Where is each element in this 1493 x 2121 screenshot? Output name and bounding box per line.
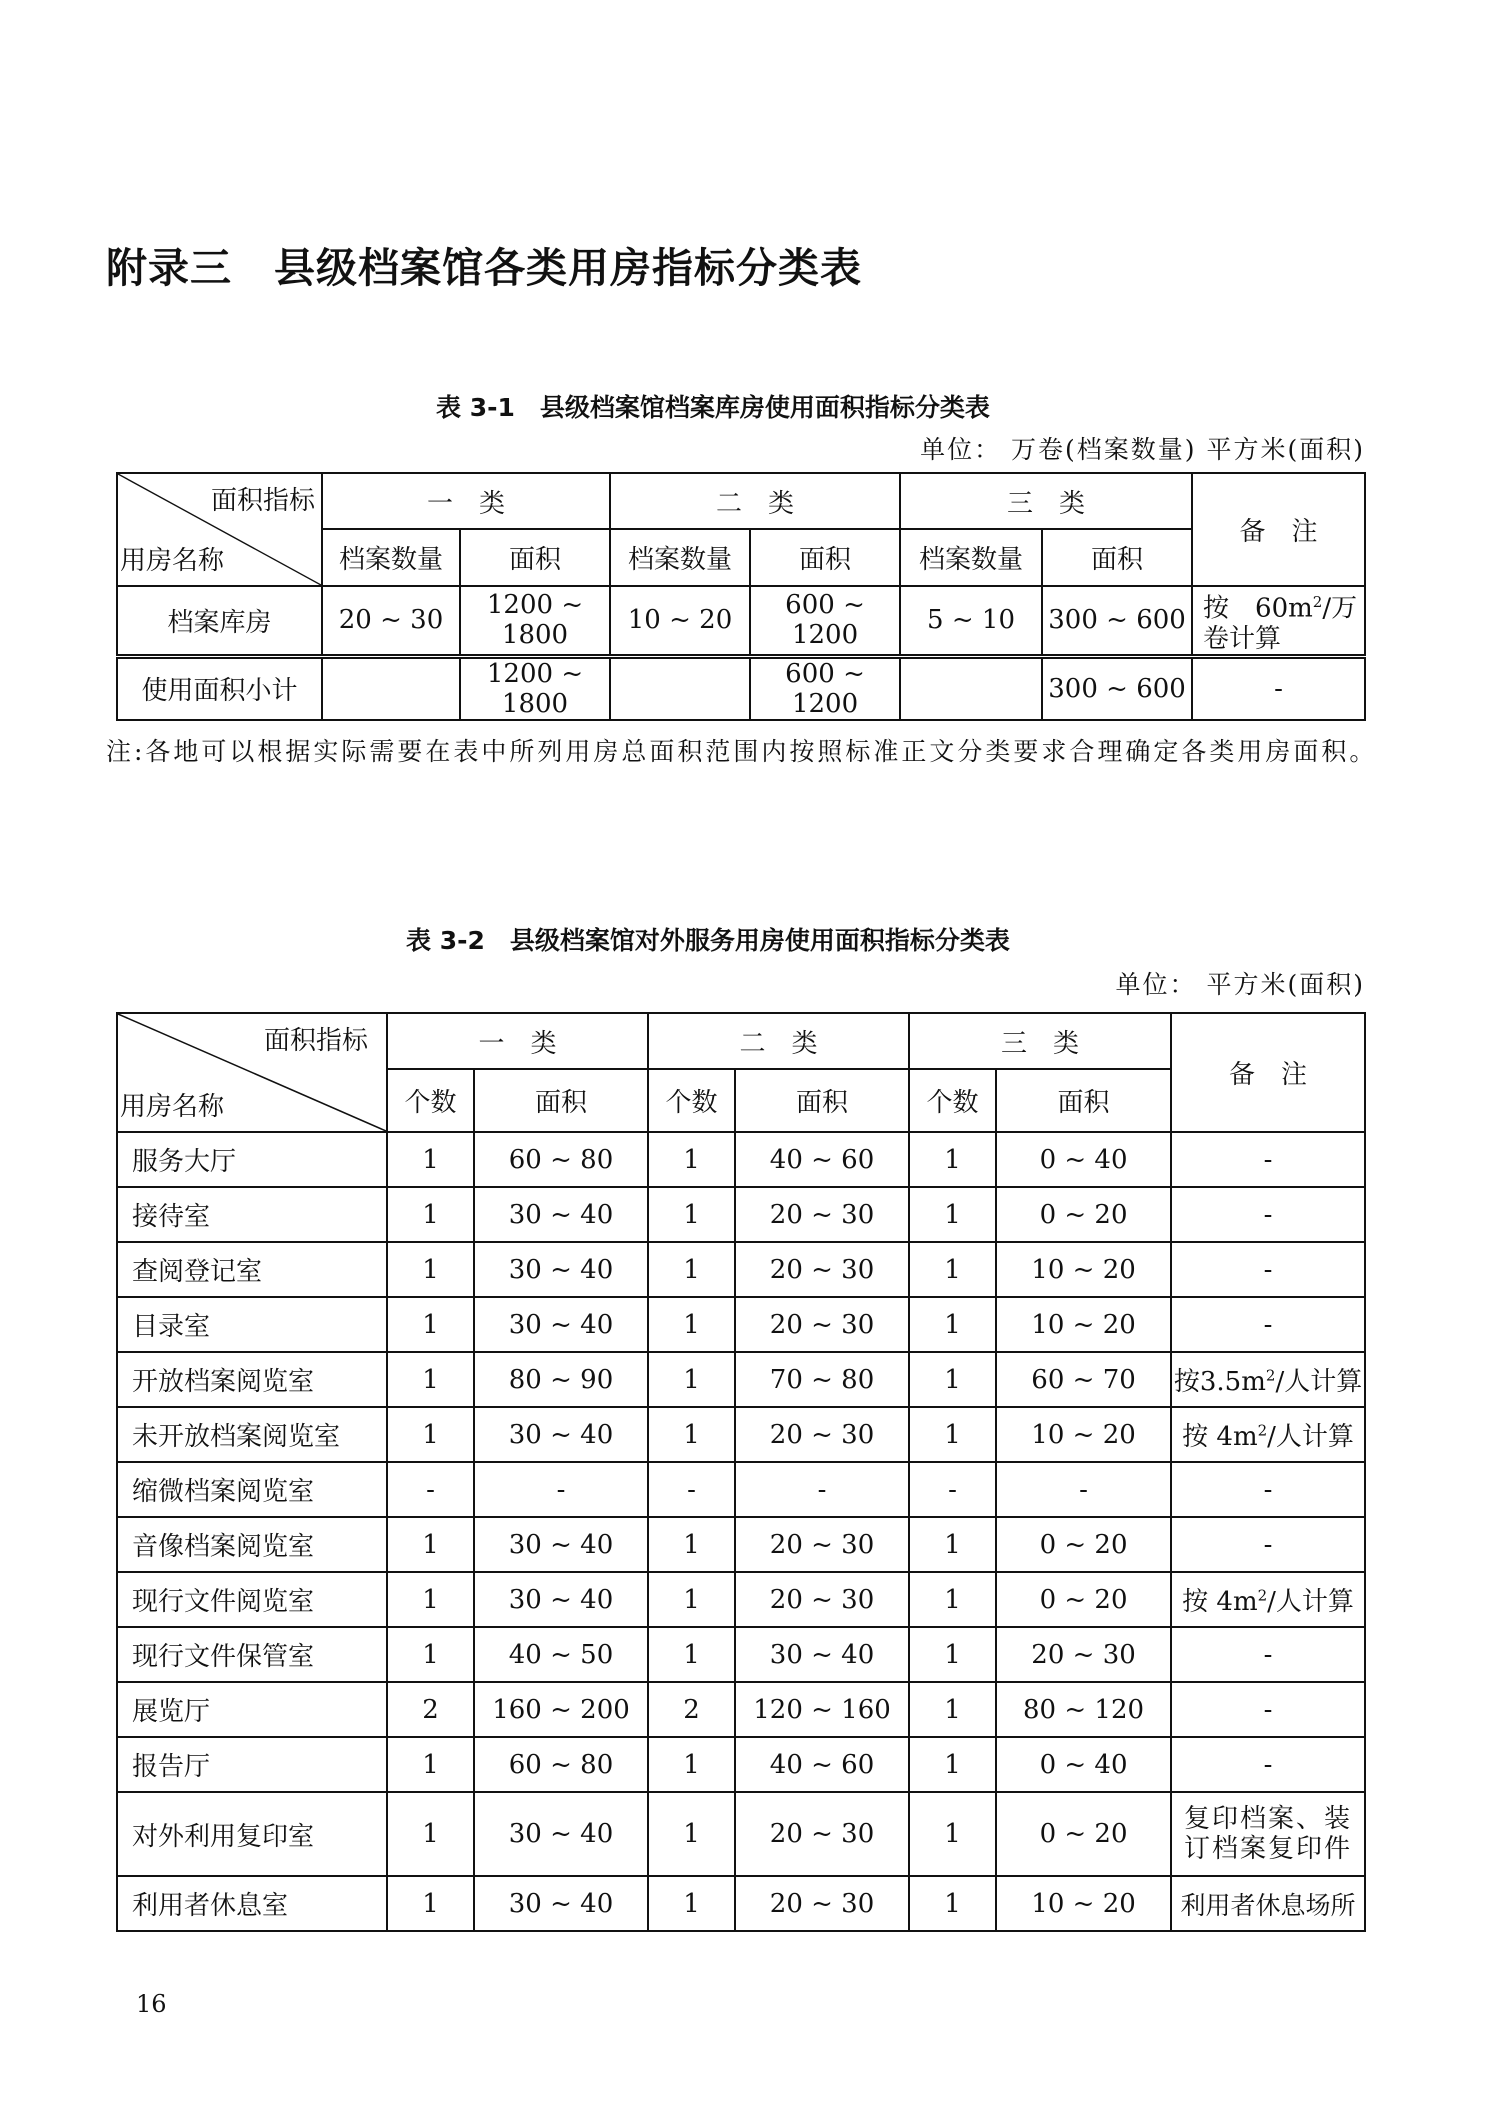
- superscript: 2: [1257, 1586, 1268, 1605]
- cell: 30 ~ 40: [474, 1297, 648, 1352]
- table1-subheader: 面积: [1042, 529, 1192, 586]
- row-name: 开放档案阅览室: [117, 1352, 387, 1407]
- cell: 600 ~ 1200: [750, 656, 900, 720]
- cell: 10 ~ 20: [610, 586, 750, 656]
- cell: 30 ~ 40: [474, 1407, 648, 1462]
- remark-cell: -: [1171, 1517, 1365, 1572]
- cell: 1: [387, 1572, 474, 1627]
- table1-subheader: 档案数量: [900, 529, 1042, 586]
- cell: 30 ~ 40: [735, 1627, 909, 1682]
- table2-unit: 单位： 平方米(面积): [1115, 970, 1365, 999]
- cell: 1: [648, 1352, 735, 1407]
- cell: 1: [648, 1187, 735, 1242]
- cell: 60 ~ 80: [474, 1737, 648, 1792]
- cell: 1: [387, 1407, 474, 1462]
- cell: 1: [648, 1297, 735, 1352]
- table2-corner-top: 面积指标: [263, 1026, 368, 1056]
- cell: 40 ~ 60: [735, 1737, 909, 1792]
- table-note: 注:各地可以根据实际需要在表中所列用房总面积范围内按照标准正文分类要求合理确定各类用房面积。: [106, 737, 1378, 766]
- cell: [322, 656, 460, 720]
- cell: 20 ~ 30: [735, 1297, 909, 1352]
- row-name: 报告厅: [117, 1737, 387, 1792]
- cell: 1: [909, 1242, 996, 1297]
- table1: [116, 472, 1366, 721]
- cell: 300 ~ 600: [1042, 656, 1192, 720]
- cell: 1: [387, 1737, 474, 1792]
- remark-cell: -: [1171, 1242, 1365, 1297]
- cell: [610, 656, 750, 720]
- row-name: 音像档案阅览室: [117, 1517, 387, 1572]
- remark-text: /人计算: [1267, 1587, 1354, 1617]
- row-name: 查阅登记室: [117, 1242, 387, 1297]
- row-name: 缩微档案阅览室: [117, 1462, 387, 1517]
- table2-subheader: 个数: [648, 1069, 735, 1132]
- cell: 30 ~ 40: [474, 1876, 648, 1931]
- cell: 0 ~ 40: [996, 1132, 1171, 1187]
- remark-cell: 复印档案、装订档案复印件: [1171, 1792, 1365, 1876]
- cell: 20 ~ 30: [735, 1792, 909, 1876]
- cell: 20 ~ 30: [735, 1242, 909, 1297]
- table-row: [117, 1517, 1365, 1572]
- remark-cell: -: [1171, 1627, 1365, 1682]
- cell: 1: [387, 1792, 474, 1876]
- cell: 20 ~ 30: [735, 1517, 909, 1572]
- cell: -: [909, 1462, 996, 1517]
- cell: 300 ~ 600: [1042, 586, 1192, 656]
- cell: 1: [909, 1792, 996, 1876]
- row-name: 展览厅: [117, 1682, 387, 1737]
- cell: 2: [648, 1682, 735, 1737]
- cell: [900, 656, 1042, 720]
- cell: 30 ~ 40: [474, 1572, 648, 1627]
- remark-cell: [1171, 1352, 1365, 1407]
- remark-cell: [1171, 1407, 1365, 1462]
- table-row: [117, 1737, 1365, 1792]
- cell: 20 ~ 30: [735, 1572, 909, 1627]
- cell: 1: [909, 1132, 996, 1187]
- cell: 1: [648, 1407, 735, 1462]
- remark-text: /人计算: [1267, 1422, 1354, 1452]
- table-row: [117, 1297, 1365, 1352]
- cell: 80 ~ 90: [474, 1352, 648, 1407]
- remark-cell: [1171, 1572, 1365, 1627]
- remark-cell: -: [1171, 1297, 1365, 1352]
- remark-text: 按 4m: [1182, 1422, 1258, 1452]
- cell: 20 ~ 30: [996, 1627, 1171, 1682]
- remark-cell: -: [1192, 656, 1365, 720]
- cell: -: [474, 1462, 648, 1517]
- table1-subheader: 面积: [750, 529, 900, 586]
- cell: 1: [387, 1132, 474, 1187]
- table-row: [117, 1352, 1365, 1407]
- cell: 30 ~ 40: [474, 1242, 648, 1297]
- table1-corner-bottom: 用房名称: [120, 546, 225, 576]
- row-name: 现行文件阅览室: [117, 1572, 387, 1627]
- table-row: [117, 1572, 1365, 1627]
- table-row: [117, 1187, 1365, 1242]
- cell: 2: [387, 1682, 474, 1737]
- table1-class-2: 二 类: [610, 473, 900, 529]
- table1-subheader: 档案数量: [610, 529, 750, 586]
- cell: 20 ~ 30: [735, 1407, 909, 1462]
- cell: 1: [909, 1517, 996, 1572]
- cell: 20 ~ 30: [322, 586, 460, 656]
- table2-subheader: 个数: [909, 1069, 996, 1132]
- cell: 1: [648, 1792, 735, 1876]
- cell: 1: [909, 1187, 996, 1242]
- table-row: [117, 656, 1365, 720]
- table2-class-1: 一 类: [387, 1013, 648, 1069]
- remark-text: 按 4m: [1182, 1587, 1258, 1617]
- cell: 30 ~ 40: [474, 1517, 648, 1572]
- table1-corner-top: 面积指标: [210, 486, 315, 516]
- cell: 1: [387, 1187, 474, 1242]
- page-title: 附录三 县级档案馆各类用房指标分类表: [106, 244, 862, 292]
- cell: 30 ~ 40: [474, 1792, 648, 1876]
- superscript: 2: [1265, 1366, 1276, 1385]
- row-name: 对外利用复印室: [117, 1792, 387, 1876]
- table1-caption: 表 3-1 县级档案馆档案库房使用面积指标分类表: [436, 393, 990, 422]
- remark-text: 按 60m: [1203, 593, 1313, 624]
- table-row: [117, 1682, 1365, 1737]
- table2-subheader: 面积: [996, 1069, 1171, 1132]
- remark-text: /万卷计算: [1203, 593, 1358, 654]
- table2-corner-cell: [117, 1013, 387, 1132]
- cell: 0 ~ 20: [996, 1572, 1171, 1627]
- cell: 1: [909, 1407, 996, 1462]
- cell: 60 ~ 80: [474, 1132, 648, 1187]
- table2-subheader: 面积: [735, 1069, 909, 1132]
- cell: 160 ~ 200: [474, 1682, 648, 1737]
- table-row: [117, 1132, 1365, 1187]
- table-row: [117, 1242, 1365, 1297]
- row-name: 现行文件保管室: [117, 1627, 387, 1682]
- cell: 10 ~ 20: [996, 1407, 1171, 1462]
- remark-cell: [1192, 586, 1365, 656]
- page-number: 16: [136, 1990, 167, 2018]
- cell: 1: [387, 1876, 474, 1931]
- row-name: 使用面积小计: [117, 656, 322, 720]
- cell: -: [735, 1462, 909, 1517]
- table2-caption: 表 3-2 县级档案馆对外服务用房使用面积指标分类表: [406, 926, 1010, 955]
- remark-cell: 利用者休息场所: [1171, 1876, 1365, 1931]
- table2-remark-header: 备 注: [1171, 1013, 1365, 1132]
- cell: 1: [387, 1242, 474, 1297]
- cell: 1: [648, 1517, 735, 1572]
- remark-text: 按3.5m: [1173, 1367, 1266, 1397]
- table1-remark-header: 备 注: [1192, 473, 1365, 586]
- table1-class-1: 一 类: [322, 473, 610, 529]
- cell: 0 ~ 20: [996, 1517, 1171, 1572]
- cell: 10 ~ 20: [996, 1297, 1171, 1352]
- cell: 10 ~ 20: [996, 1242, 1171, 1297]
- row-name: 服务大厅: [117, 1132, 387, 1187]
- table2-subheader: 面积: [474, 1069, 648, 1132]
- cell: 30 ~ 40: [474, 1187, 648, 1242]
- table-row: [117, 1876, 1365, 1931]
- cell: 1: [387, 1352, 474, 1407]
- cell: 1: [909, 1352, 996, 1407]
- cell: 1200 ~ 1800: [460, 586, 610, 656]
- cell: 5 ~ 10: [900, 586, 1042, 656]
- table1-unit: 单位： 万卷(档案数量) 平方米(面积): [920, 435, 1365, 464]
- cell: 0 ~ 40: [996, 1737, 1171, 1792]
- cell: -: [387, 1462, 474, 1517]
- table2-subheader: 个数: [387, 1069, 474, 1132]
- row-name: 利用者休息室: [117, 1876, 387, 1931]
- table-row: [117, 1792, 1365, 1876]
- cell: 1: [387, 1517, 474, 1572]
- cell: 1: [909, 1627, 996, 1682]
- cell: 1: [648, 1132, 735, 1187]
- row-name: 接待室: [117, 1187, 387, 1242]
- table1-corner-cell: [117, 473, 322, 586]
- cell: 1: [648, 1572, 735, 1627]
- cell: 20 ~ 30: [735, 1187, 909, 1242]
- remark-text: /人计算: [1275, 1367, 1363, 1397]
- superscript: 2: [1257, 1421, 1268, 1440]
- table2: [116, 1012, 1366, 1932]
- table-row: [117, 586, 1365, 656]
- row-name: 档案库房: [117, 586, 322, 656]
- cell: 1: [909, 1572, 996, 1627]
- cell: 60 ~ 70: [996, 1352, 1171, 1407]
- cell: 0 ~ 20: [996, 1187, 1171, 1242]
- table2-class-3: 三 类: [909, 1013, 1171, 1069]
- cell: 40 ~ 50: [474, 1627, 648, 1682]
- cell: -: [648, 1462, 735, 1517]
- cell: 1: [387, 1627, 474, 1682]
- cell: 20 ~ 30: [735, 1876, 909, 1931]
- table-row: [117, 1407, 1365, 1462]
- table2-corner-bottom: 用房名称: [120, 1092, 225, 1122]
- row-name: 未开放档案阅览室: [117, 1407, 387, 1462]
- row-name: 目录室: [117, 1297, 387, 1352]
- cell: -: [996, 1462, 1171, 1517]
- cell: 120 ~ 160: [735, 1682, 909, 1737]
- cell: 0 ~ 20: [996, 1792, 1171, 1876]
- cell: 1: [648, 1242, 735, 1297]
- cell: 1: [648, 1737, 735, 1792]
- cell: 1200 ~ 1800: [460, 656, 610, 720]
- cell: 1: [387, 1297, 474, 1352]
- table2-class-2: 二 类: [648, 1013, 909, 1069]
- cell: 80 ~ 120: [996, 1682, 1171, 1737]
- table-row: [117, 1462, 1365, 1517]
- remark-cell: -: [1171, 1462, 1365, 1517]
- cell: 40 ~ 60: [735, 1132, 909, 1187]
- superscript: 2: [1312, 593, 1323, 611]
- cell: 600 ~ 1200: [750, 586, 900, 656]
- table-row: [117, 1627, 1365, 1682]
- table1-class-3: 三 类: [900, 473, 1192, 529]
- remark-cell: -: [1171, 1682, 1365, 1737]
- cell: 1: [909, 1737, 996, 1792]
- cell: 1: [648, 1876, 735, 1931]
- cell: 1: [648, 1627, 735, 1682]
- remark-cell: -: [1171, 1132, 1365, 1187]
- cell: 1: [909, 1297, 996, 1352]
- cell: 1: [909, 1876, 996, 1931]
- table1-subheader: 面积: [460, 529, 610, 586]
- cell: 1: [909, 1682, 996, 1737]
- cell: 70 ~ 80: [735, 1352, 909, 1407]
- cell: 10 ~ 20: [996, 1876, 1171, 1931]
- table1-subheader: 档案数量: [322, 529, 460, 586]
- remark-cell: -: [1171, 1187, 1365, 1242]
- remark-cell: -: [1171, 1737, 1365, 1792]
